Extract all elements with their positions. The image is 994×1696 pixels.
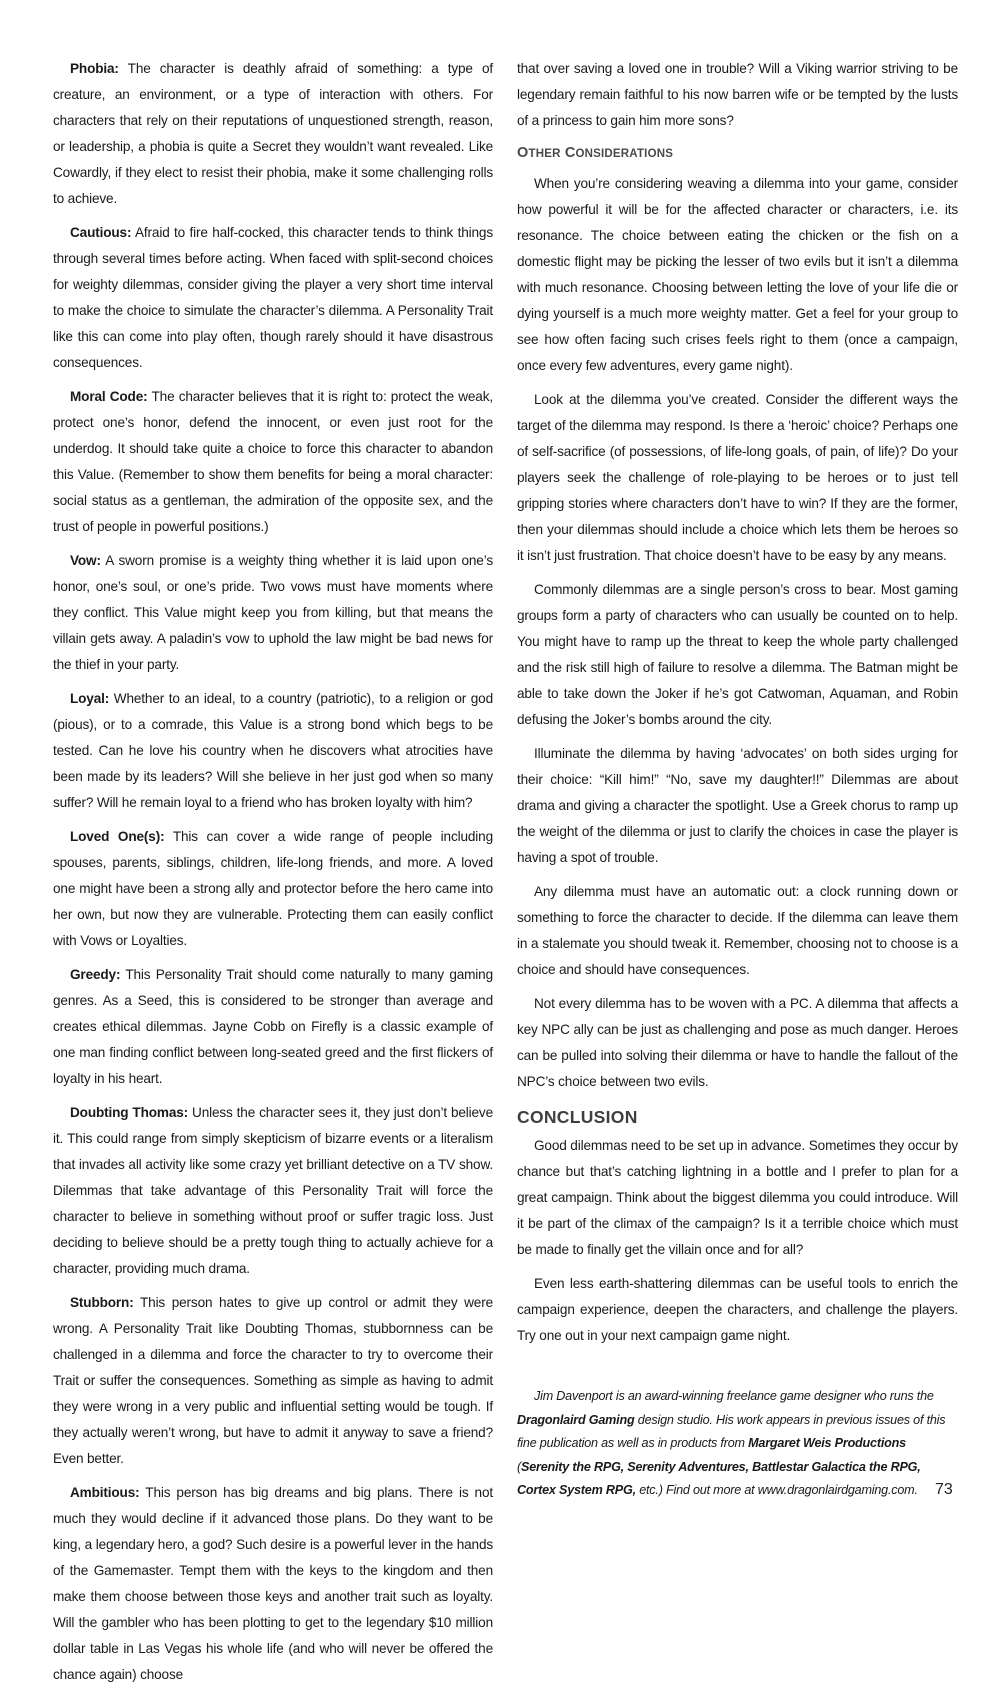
trait-description: Afraid to fire half-cocked, this character tends to think things through several times before acting. When faced with split-second choices for weighty dilemmas, consider giving the player a very short time interval to make the choice to simulate the character’s dilemma. A Personality Trait like this can come into play often, though rarely should it have disastrous consequences. — [53, 225, 493, 370]
trait-term: Phobia: — [70, 61, 119, 76]
trait-description: A sworn promise is a weighty thing whether it is laid upon one’s honor, one’s soul, or one’s pride. Two vows must have moments where they conflict. This Value might keep you from killing, but that means the villain gets away. A paladin’s vow to uphold the law might be bad news for the thief in your party. — [53, 553, 493, 672]
body-paragraph: Commonly dilemmas are a single person’s cross to bear. Most gaming groups form a party of characters who can usually be counted on to help. You might have to ramp up the threat to keep the whole party challenged and the risk still high of failure to resolve a dilemma. The Batman might be able to take down the Joker if he’s got Catwoman, Aquaman, and Robin defusing the Joker’s bombs around the city. — [517, 582, 958, 727]
left-column — [53, 56, 493, 1696]
other-considerations-heading — [517, 142, 958, 165]
trait-term: Greedy: — [70, 967, 121, 982]
bio-publisher: Margaret Weis Productions — [748, 1436, 906, 1450]
trait-term: Loved One(s): — [70, 829, 165, 844]
continuation-paragraph: that over saving a loved one in trouble? Will a Viking warrior striving to be legendary remain faithful to his now barren wife or be tempted by the lusts of a princess to gain him more sons? — [517, 61, 958, 128]
bio-studio: Dragonlaird Gaming — [517, 1412, 635, 1427]
heading-smallcaps: THER — [528, 148, 561, 160]
bio-products: Serenity the RPG, Serenity Adventures, Battlestar Galactica the RPG, Cortex System RPG, — [517, 1459, 921, 1497]
trait-term: Cautious: — [70, 225, 132, 240]
body-paragraph: Look at the dilemma you’ve created. Consider the different ways the target of the dilemma may respond. Is there a ‘heroic’ choice? Perhaps one of self-sacrifice (of possessions, of life-long goals, of pain, of life)? Do your players seek the challenge of role-playing to be heroes or to just tell gripping stories where characters don’t have to win? If they are the former, then your dilemmas should include a choice which lets them be heroes so it isn’t just frustration. That choice doesn’t have to be easy by any means. — [517, 392, 959, 563]
trait-term: Loyal: — [70, 691, 110, 706]
conclusion-heading: CONCLUSION — [517, 1107, 638, 1127]
trait-description: This Personality Trait should come naturally to many gaming genres. As a Seed, this is considered to be stronger than average and creates ethical dilemmas. Jayne Cobb on Firefly is a classic example of one man finding conflict between long-seated greed and the first flickers of loyalty in his heart. — [53, 967, 493, 1086]
trait-entry — [53, 384, 493, 540]
trait-entry — [53, 824, 493, 954]
bio-text: etc.) Find out more at www.dragonlairdgaming.com. — [635, 1483, 918, 1497]
author-bio — [517, 1385, 958, 1503]
trait-description: Unless the character sees it, they just don’t believe it. This could range from simply skepticism of bizarre events or a literalism that invades all activity like some crazy yet brilliant detective on a TV show. Dilemmas that take advantage of this Personality Trait will force the character to believe in something without proof or suffer tragic loss. Just deciding to believe should be a pretty tough thing to actually achieve for a character, providing much drama. — [53, 1105, 493, 1276]
body-paragraph: Good dilemmas need to be set up in advance. Sometimes they occur by chance but that’s catching lightning in a bottle and I prefer to plan for a great campaign. Think about the biggest dilemma you could introduce. Will it be part of the climax of the campaign? Is it a terrible choice which must be made to finally get the villain once and for all? — [517, 1138, 958, 1257]
trait-description: This person has big dreams and big plans. There is not much they would decline if it advanced those plans. Do they want to be king, a legendary hero, a god? Such desire is a powerful lever in the hands of the Gamemaster. Tempt them with the keys to the kingdom and then make them choose between those keys and another trait such as loyalty. Will the gambler who has been plotting to get to the legendary $10 million dollar table in Las Vegas his whole life (and who will never be offered the chance again) choose — [53, 1485, 493, 1682]
heading-initial: O — [517, 145, 529, 161]
trait-description: This can cover a wide range of people including spouses, parents, siblings, children, life-long friends, and more. A loved one might have been a strong ally and protector before the hero came into her own, but now they are vulnerable. Protecting them can easily conflict with Vows or Loyalties. — [53, 829, 493, 948]
page-number: 73 — [935, 1481, 953, 1498]
trait-description: The character is deathly afraid of something: a type of creature, an environment, or a type of interaction with others. For characters that rely on their reputations of unquestioned strength, reason, or leadership, a phobia is quite a Secret they wouldn’t want revealed. Like Cowardly, if they elect to resist their phobia, make it some challenging rolls to achieve. — [53, 61, 493, 206]
trait-entry — [53, 56, 493, 212]
bio-text: Jim Davenport is an award-winning freelance game designer who runs the — [534, 1389, 934, 1403]
trait-term: Doubting Thomas: — [70, 1105, 189, 1120]
trait-term: Moral Code: — [70, 389, 148, 404]
trait-term: Stubborn: — [70, 1295, 134, 1310]
trait-entry — [53, 1480, 493, 1688]
body-paragraph: Even less earth-shattering dilemmas can be useful tools to enrich the campaign experience, deepen the characters, and challenge the players. Try one out in your next campaign game night. — [517, 1276, 958, 1343]
trait-entry — [53, 548, 493, 678]
trait-description: The character believes that it is right to: protect the weak, protect one’s honor, defend the innocent, or even just root for the underdog. It should take quite a choice to force this character to abandon this Value. (Remember to show them benefits for being a moral character: social status as a gentleman, the admiration of the opposite sex, and the trust of people in powerful positions.) — [53, 389, 493, 534]
trait-description: Whether to an ideal, to a country (patriotic), to a religion or god (pious), or to a comrade, this Value is a strong bond which begs to be tested. Can he love his country when he discovers what atrocities have been made by its leaders? Will she believe in her just god when so many suffer? Will he remain loyal to a friend who has broken loyalty with him? — [53, 691, 493, 810]
trait-term: Ambitious: — [70, 1485, 140, 1500]
trait-entry — [53, 220, 493, 376]
trait-entry — [53, 1290, 493, 1472]
body-paragraph: Not every dilemma has to be woven with a PC. A dilemma that affects a key NPC ally can be just as challenging and pose as much danger. Heroes can be pulled into solving their dilemma or have to handle the fallout of the NPC’s choice between two evils. — [517, 996, 958, 1089]
heading-smallcaps: ONSIDERATIONS — [575, 148, 674, 160]
right-column — [517, 56, 958, 1511]
body-paragraph: Illuminate the dilemma by having ‘advocates’ on both sides urging for their choice: “Kill him!” “No, save my daughter!!” Dilemmas are about drama and giving a character the spotlight. Use a Greek chorus to ramp up the weight of the dilemma or just to clarify the choices in case the player is having a spot of trouble. — [517, 746, 958, 865]
body-paragraph: Any dilemma must have an automatic out: a clock running down or something to force the character to decide. If the dilemma can leave them in a stalemate you should tweak it. Remember, choosing not to choose is a choice and should have consequences. — [517, 884, 958, 977]
bio-text: design studio. His work appears in previous issues of this fine publication as well as in products from — [517, 1412, 946, 1450]
heading-initial: C — [560, 145, 576, 161]
trait-entry — [53, 962, 493, 1092]
trait-description: This person hates to give up control or admit they were wrong. A Personality Trait like Doubting Thomas, stubbornness can be challenged in a dilemma and force the character to try to overcome their Trait or suffer the consequences. Something as simple as having to admit they were wrong in a very public and influential setting would be tough. If they actually weren’t wrong, but have to admit it anyway to save a friend? Even better. — [53, 1295, 493, 1466]
trait-entry — [53, 1100, 493, 1282]
trait-term: Vow: — [70, 553, 101, 568]
body-paragraph: When you’re considering weaving a dilemma into your game, consider how powerful it will be for the affected character or characters, i.e. its resonance. The choice between eating the chicken or the fish on a domestic flight may be picking the lesser of two evils but it isn’t a dilemma with much resonance. Choosing between letting the love of your life die or dying yourself is a much more weighty matter. Get a feel for your group to see how often facing such crises feels right to them (once a campaign, once every few adventures, every game night). — [517, 176, 958, 373]
bio-text: ( — [517, 1459, 521, 1474]
trait-entry — [53, 686, 493, 816]
